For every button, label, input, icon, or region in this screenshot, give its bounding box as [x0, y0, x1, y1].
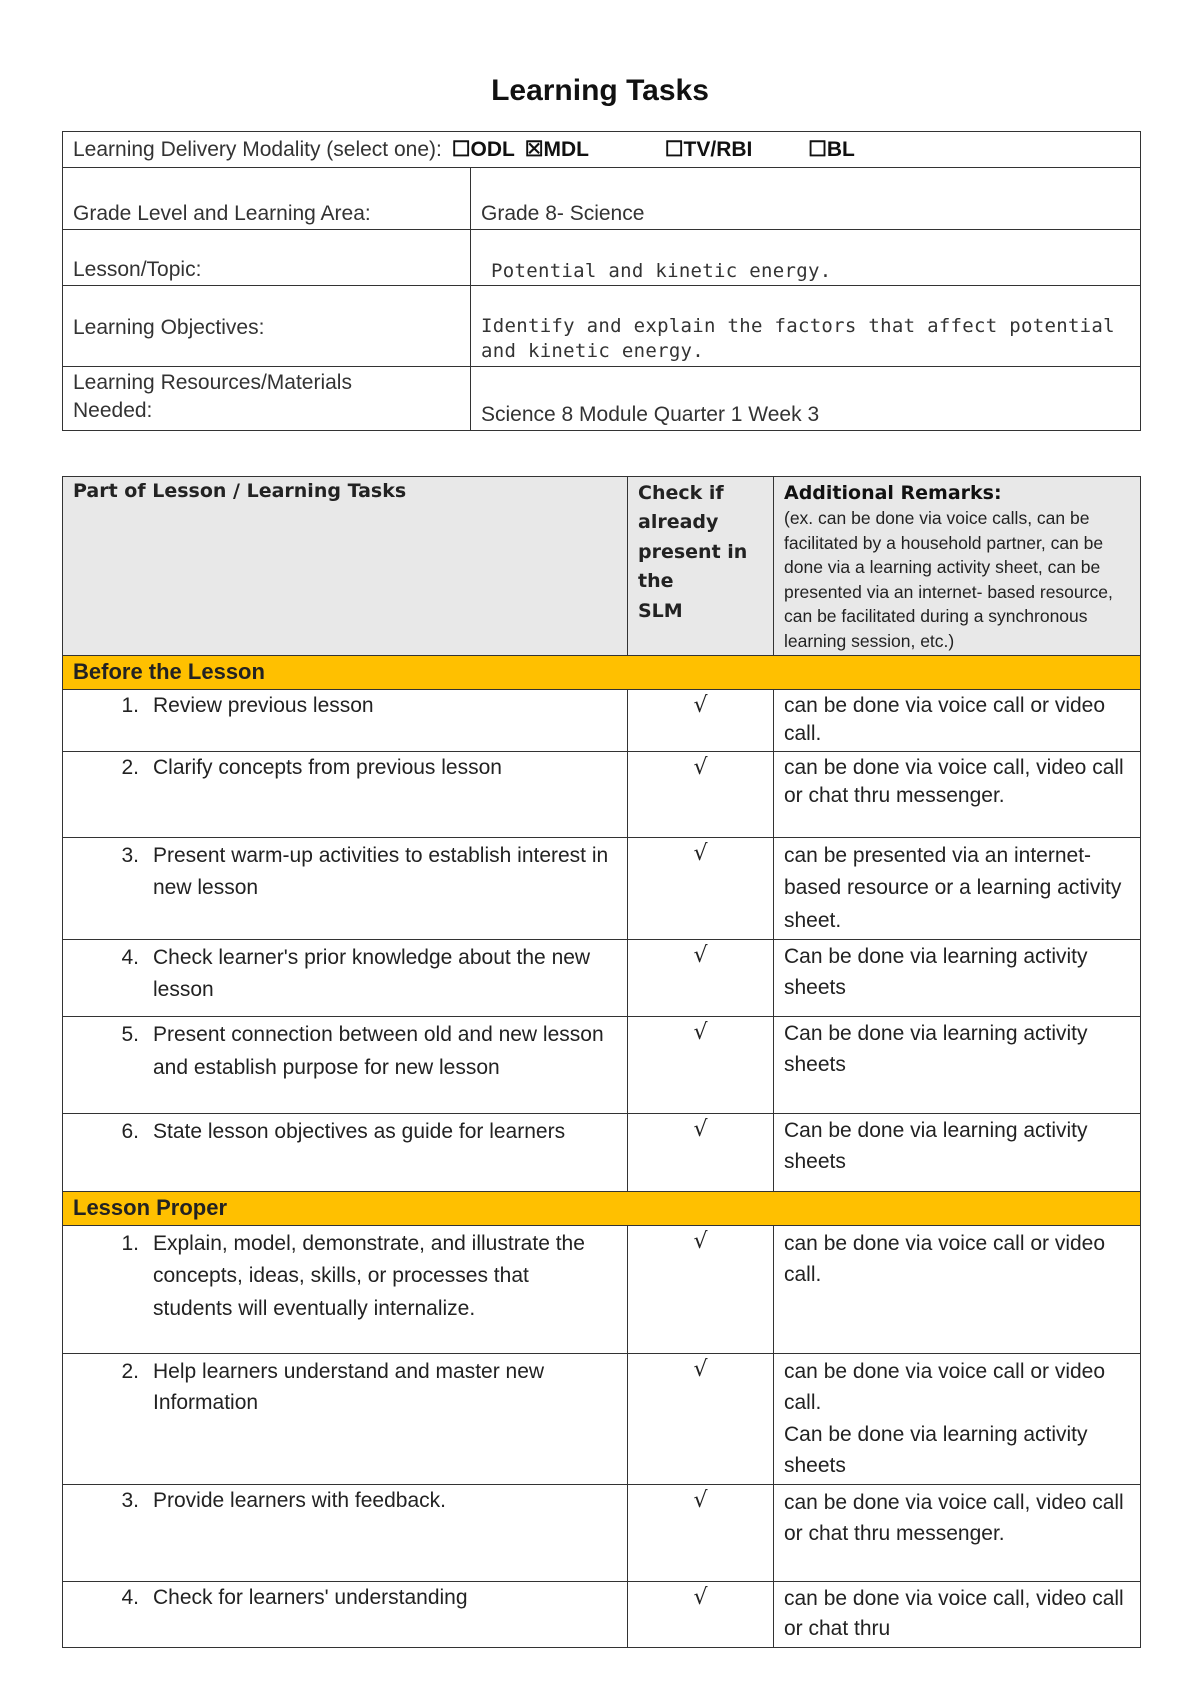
modality-option-odl[interactable]: ☐ODL — [451, 138, 515, 161]
header-remarks-note: (ex. can be done via voice calls, can be facilitated by a household partner, can be done via a learning activity sheet, can be presented via an internet- based resource, can be facilitated during a synchronous learning session, etc.) — [784, 508, 1113, 651]
modality-row — [63, 132, 1141, 168]
objectives-label: Learning Objectives: — [63, 286, 471, 367]
table-row: 3. Provide learners with feedback. √ can be done via voice call, video call or chat thru messenger. — [63, 1484, 1141, 1581]
learning-tasks-table — [62, 476, 1141, 1648]
check-mark-icon: √ — [628, 1353, 774, 1484]
section-lesson-proper: Lesson Proper — [63, 1192, 1141, 1226]
check-mark-icon: √ — [628, 1017, 774, 1114]
page-title: Learning Tasks — [491, 74, 709, 107]
check-mark-icon: √ — [628, 837, 774, 940]
modality-option-tv-rbi[interactable]: ☐TV/RBI — [664, 138, 753, 161]
check-mark-icon: √ — [628, 940, 774, 1017]
header-check-slm: Check if already present in the SLM — [628, 477, 774, 656]
checkbox-checked-icon: ☒ — [524, 138, 544, 161]
resources-label: Learning Resources/Materials Needed: — [63, 367, 471, 431]
modality-option-bl[interactable]: ☐BL — [808, 138, 855, 161]
table-row: 4. Check for learners' understanding √ can be done via voice call, video call or chat thru — [63, 1581, 1141, 1647]
topic-label: Lesson/Topic: — [63, 230, 471, 286]
tasks-header-row — [63, 477, 1141, 656]
table-row: 1. Explain, model, demonstrate, and illustrate the concepts, ideas, skills, or processes that students will eventually internalize. √ can be done via voice call or video call. — [63, 1225, 1141, 1353]
checkbox-empty-icon: ☐ — [664, 138, 684, 161]
header-part-of-lesson: Part of Lesson / Learning Tasks — [63, 477, 628, 656]
modality-cell — [63, 132, 1141, 168]
modality-label: Learning Delivery Modality (select one): — [73, 138, 442, 161]
objectives-value: Identify and explain the factors that affect potential and kinetic energy. — [471, 286, 1141, 367]
checkbox-empty-icon: ☐ — [808, 138, 827, 161]
objectives-row — [63, 286, 1141, 367]
topic-value: Potential and kinetic energy. — [471, 230, 1141, 286]
check-mark-icon: √ — [628, 1581, 774, 1647]
lesson-info-table — [62, 131, 1141, 431]
table-row: 3. Present warm-up activities to establish interest in new lesson √ can be presented via an internet- based resource or a learning activity sheet. — [63, 837, 1141, 940]
check-mark-icon: √ — [628, 689, 774, 751]
grade-value: Grade 8- Science — [471, 168, 1141, 230]
modality-option-mdl[interactable]: ☒MDL — [524, 138, 590, 161]
topic-row — [63, 230, 1141, 286]
grade-label: Grade Level and Learning Area: — [63, 168, 471, 230]
check-mark-icon: √ — [628, 1114, 774, 1192]
check-mark-icon: √ — [628, 1484, 774, 1581]
section-before-lesson: Before the Lesson — [63, 656, 1141, 690]
resources-row — [63, 367, 1141, 431]
header-additional-remarks: Additional Remarks: (ex. can be done via voice calls, can be facilitated by a household partner, can be done via a learning activity sheet, can be presented via an internet- based resource, can be facilitated during a synchronous learning session, etc.) — [774, 477, 1141, 656]
table-row: 4. Check learner's prior knowledge about the new lesson √ Can be done via learning activity sheets — [63, 940, 1141, 1017]
table-row: 5. Present connection between old and new lesson and establish purpose for new lesson √ Can be done via learning activity sheets — [63, 1017, 1141, 1114]
check-mark-icon: √ — [628, 751, 774, 837]
table-row: 2. Help learners understand and master new Information √ can be done via voice call or video call. Can be done via learning activity sheets — [63, 1353, 1141, 1484]
resources-value: Science 8 Module Quarter 1 Week 3 — [471, 367, 1141, 431]
checkbox-empty-icon: ☐ — [451, 138, 471, 161]
table-row: 2. Clarify concepts from previous lesson √ can be done via voice call, video call or chat thru messenger. — [63, 751, 1141, 837]
grade-row — [63, 168, 1141, 230]
table-row: 1. Review previous lesson √ can be done via voice call or video call. — [63, 689, 1141, 751]
check-mark-icon: √ — [628, 1225, 774, 1353]
table-row: 6. State lesson objectives as guide for learners √ Can be done via learning activity sheets — [63, 1114, 1141, 1192]
